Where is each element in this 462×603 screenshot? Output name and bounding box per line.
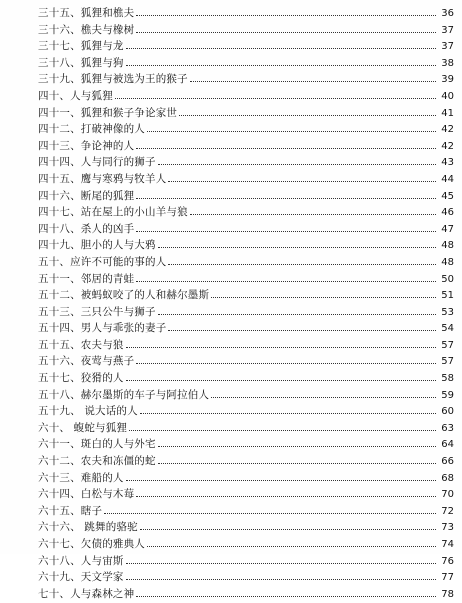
toc-dot-leader	[158, 164, 436, 165]
toc-entry-page-number: 42	[441, 140, 454, 152]
toc-entry[interactable]	[38, 553, 454, 570]
toc-entry-title: 六十一、斑白的人与外宅	[38, 438, 156, 451]
toc-dot-leader	[168, 330, 436, 331]
toc-entry-title: 六十九、天文学家	[38, 571, 124, 584]
toc-dot-leader	[126, 347, 436, 348]
toc-dot-leader	[126, 65, 436, 66]
toc-entry[interactable]	[38, 353, 454, 370]
toc-dot-leader	[140, 413, 436, 414]
toc-entry-title: 四十七、站在屋上的小山羊与狼	[38, 206, 188, 219]
toc-entry-title: 四十六、断尾的狐狸	[38, 189, 135, 202]
toc-entry-title: 三十五、狐狸和樵夫	[38, 7, 135, 19]
toc-entry-page-number: 46	[441, 207, 454, 219]
toc-dot-leader	[211, 297, 436, 298]
toc-entry[interactable]	[38, 536, 454, 553]
toc-dot-leader	[126, 380, 436, 381]
toc-entry-title: 五十六、夜莺与燕子	[38, 355, 135, 368]
toc-entry-page-number: 48	[441, 240, 454, 252]
toc-entry-title: 五十四、男人与乖张的妻子	[38, 322, 167, 335]
toc-entry-title: 六十三、难船的人	[38, 471, 124, 484]
toc-entry-title: 三十九、狐狸与被选为王的猴子	[38, 73, 188, 86]
toc-entry-title: 五十七、狡猾的人	[38, 372, 124, 385]
toc-entry-page-number: 72	[441, 505, 454, 517]
toc-entry-page-number: 51	[441, 290, 454, 302]
toc-entry[interactable]	[38, 171, 454, 188]
toc-entry-page-number: 68	[441, 472, 454, 484]
toc-dot-leader	[179, 115, 436, 116]
toc-entry[interactable]	[38, 121, 454, 138]
toc-entry-title: 六十五、瞎子	[38, 504, 103, 517]
toc-entry[interactable]	[38, 320, 454, 337]
toc-entry[interactable]	[38, 5, 454, 22]
toc-entry[interactable]	[38, 237, 454, 254]
toc-entry-title: 四十、人与狐狸	[38, 89, 113, 102]
toc-dot-leader	[136, 496, 436, 497]
toc-entry-title: 四十一、狐狸和猴子争论家世	[38, 106, 178, 119]
toc-entry[interactable]	[38, 304, 454, 321]
toc-dot-leader	[126, 48, 436, 49]
toc-entry-page-number: 39	[441, 74, 454, 86]
toc-entry-title: 六十八、人与宙斯	[38, 554, 124, 567]
toc-entry[interactable]	[38, 337, 454, 354]
toc-dot-leader	[115, 98, 436, 99]
toc-entry-title: 五十三、三只公牛与狮子	[38, 305, 156, 318]
toc-entry-page-number: 60	[441, 406, 454, 418]
toc-entry-page-number: 58	[441, 373, 454, 385]
toc-entry-page-number: 42	[441, 124, 454, 136]
toc-entry-page-number: 40	[441, 90, 454, 102]
toc-entry-title: 五十九、 说大话的人	[38, 405, 138, 418]
toc-entry-title: 三十八、狐狸与狗	[38, 56, 124, 69]
toc-entry[interactable]	[38, 519, 454, 536]
toc-entry[interactable]	[38, 204, 454, 221]
toc-dot-leader	[140, 529, 436, 530]
toc-entry-title: 四十二、打破神像的人	[38, 123, 145, 136]
toc-dot-leader	[126, 480, 436, 481]
toc-entry-page-number: 57	[441, 339, 454, 351]
toc-dot-leader	[126, 563, 436, 564]
toc-entry[interactable]	[38, 55, 454, 72]
toc-entry-title: 三十六、樵夫与橡树	[38, 23, 135, 36]
toc-entry[interactable]	[38, 105, 454, 122]
toc-entry-page-number: 66	[441, 456, 454, 468]
toc-dot-leader	[158, 314, 436, 315]
toc-entry-title: 五十二、被蚂蚁咬了的人和赫尔墨斯	[38, 289, 210, 302]
toc-dot-leader	[126, 579, 436, 580]
toc-entry-title: 六十六、 跳舞的骆驼	[38, 521, 138, 534]
toc-entry-page-number: 76	[441, 555, 454, 567]
toc-entry[interactable]	[38, 403, 454, 420]
toc-dot-leader	[136, 596, 436, 597]
toc-entry[interactable]	[38, 254, 454, 271]
toc-entry-page-number: 78	[441, 588, 454, 600]
toc-dot-leader	[136, 363, 436, 364]
toc-entry-title: 三十七、狐狸与龙	[38, 40, 124, 53]
toc-dot-leader	[190, 214, 436, 215]
toc-entry-page-number: 47	[441, 223, 454, 235]
toc-entry[interactable]	[38, 453, 454, 470]
toc-entry-title: 五十五、农夫与狼	[38, 338, 124, 351]
toc-entry-title: 六十二、农夫和冻僵的蛇	[38, 455, 156, 468]
toc-entry-page-number: 38	[441, 57, 454, 69]
toc-entry[interactable]	[38, 22, 454, 39]
toc-entry[interactable]	[38, 370, 454, 387]
toc-entry[interactable]	[38, 470, 454, 487]
toc-entry[interactable]	[38, 420, 454, 437]
toc-entry-title: 七十、人与森林之神	[38, 587, 135, 600]
toc-entry-page-number: 73	[441, 522, 454, 534]
toc-dot-leader	[190, 81, 436, 82]
toc-entry-page-number: 37	[441, 24, 454, 36]
toc-dot-leader	[136, 15, 436, 16]
toc-entry[interactable]	[38, 154, 454, 171]
toc-dot-leader	[136, 198, 436, 199]
toc-entry-page-number: 74	[441, 539, 454, 550]
toc-entry[interactable]	[38, 436, 454, 453]
toc-entry-page-number: 43	[441, 157, 454, 169]
toc-entry-page-number: 37	[441, 41, 454, 53]
toc-entry-title: 四十八、杀人的凶手	[38, 222, 135, 235]
toc-dot-leader	[158, 463, 436, 464]
toc-entry[interactable]	[38, 387, 454, 404]
toc-entry-title: 五十一、邻居的青蛙	[38, 272, 135, 285]
toc-entry-page-number: 50	[441, 273, 454, 285]
toc-dot-leader	[136, 148, 436, 149]
toc-entry-title: 六十七、欠债的雅典人	[38, 538, 145, 550]
toc-entry-page-number: 77	[441, 572, 454, 584]
toc-entry[interactable]	[38, 221, 454, 238]
toc-entry-title: 六十四、白松与木莓	[38, 488, 135, 501]
toc-entry-title: 五十八、赫尔墨斯的车子与阿拉伯人	[38, 388, 210, 401]
toc-entry-page-number: 59	[441, 389, 454, 401]
toc-dot-leader	[147, 131, 436, 132]
toc-entry-page-number: 53	[441, 306, 454, 318]
toc-entry-title: 四十四、人与同行的狮子	[38, 156, 156, 169]
toc-entry-title: 五十、应许不可能的事的人	[38, 255, 167, 268]
toc-entry[interactable]	[38, 138, 454, 155]
toc-entry-title: 四十五、鹰与寒鸦与牧羊人	[38, 172, 167, 185]
toc-entry-title: 四十九、胆小的人与大鸦	[38, 239, 156, 252]
toc-entry[interactable]	[38, 71, 454, 88]
toc-dot-leader	[129, 430, 436, 431]
toc-entry-title: 六十、 蝮蛇与狐狸	[38, 421, 128, 434]
toc-entry-page-number: 64	[441, 439, 454, 451]
toc-entry-page-number: 41	[441, 107, 454, 119]
toc-entry[interactable]	[38, 88, 454, 105]
toc-entry[interactable]	[38, 569, 454, 586]
toc-entry[interactable]	[38, 271, 454, 288]
toc-entry-title: 四十三、争论神的人	[38, 139, 135, 152]
toc-dot-leader	[136, 32, 436, 33]
toc-dot-leader	[158, 247, 436, 248]
toc-entry-page-number: 48	[441, 256, 454, 268]
toc-entry[interactable]	[38, 188, 454, 205]
toc-entry[interactable]	[38, 586, 454, 600]
toc-entry-page-number: 57	[441, 356, 454, 368]
toc-dot-leader	[168, 181, 436, 182]
toc-dot-leader	[104, 513, 436, 514]
toc-entry-page-number: 36	[441, 8, 454, 19]
toc-entry-page-number: 54	[441, 323, 454, 335]
toc-entry[interactable]	[38, 486, 454, 503]
toc-dot-leader	[211, 397, 436, 398]
toc-entry[interactable]	[38, 38, 454, 55]
toc-entry-page-number: 45	[441, 190, 454, 202]
toc-dot-leader	[168, 264, 436, 265]
toc-dot-leader	[158, 446, 436, 447]
toc-entry-page-number: 44	[441, 173, 454, 185]
toc-entry[interactable]	[38, 503, 454, 520]
toc-entry[interactable]	[38, 287, 454, 304]
toc-entry-page-number: 70	[441, 489, 454, 501]
toc-dot-leader	[147, 546, 436, 547]
table-of-contents	[38, 5, 454, 600]
toc-entry-page-number: 63	[441, 422, 454, 434]
toc-dot-leader	[136, 281, 436, 282]
toc-dot-leader	[136, 231, 436, 232]
